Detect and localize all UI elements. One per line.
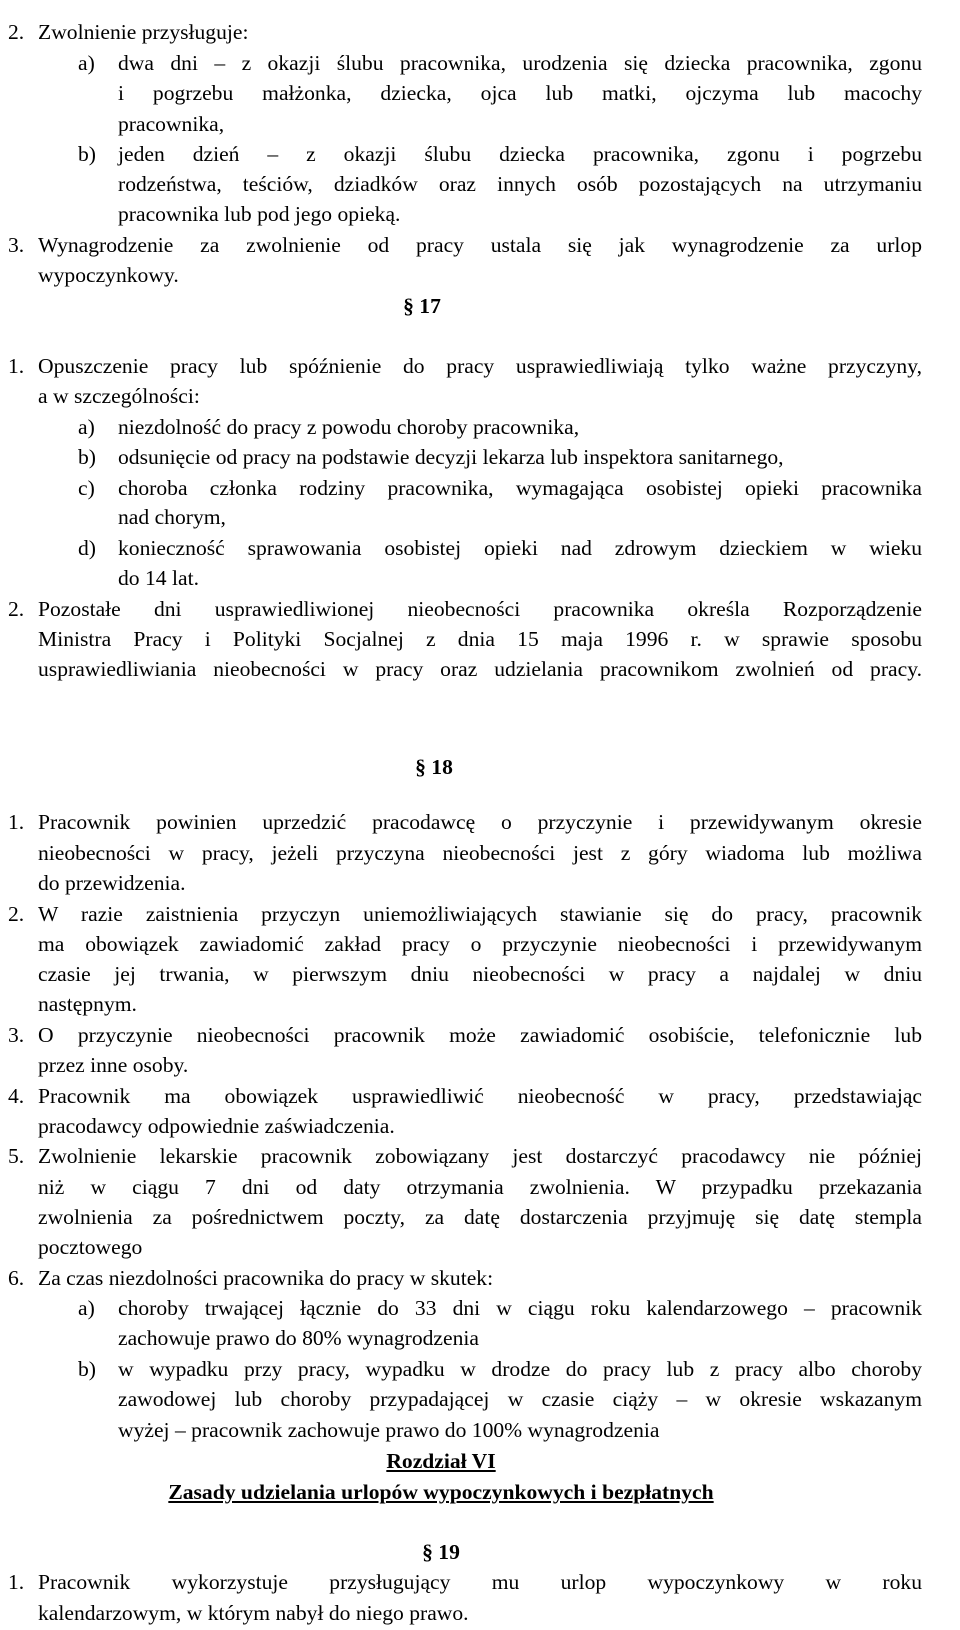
s18-p5-line4 bbox=[38, 1230, 142, 1264]
s18-p3-line2 bbox=[38, 1048, 188, 1082]
s18-p3-line1 bbox=[8, 1018, 922, 1052]
item-number: 3. bbox=[8, 1023, 25, 1047]
item-number: 3. bbox=[8, 233, 25, 257]
item-number: 2. bbox=[8, 902, 25, 926]
s18-p4-line2 bbox=[38, 1109, 395, 1143]
line-text: konieczność sprawowania osobistej opieki nad zdrowym dzieckiem w wieku bbox=[118, 536, 922, 560]
s16-p3-line1 bbox=[8, 228, 922, 262]
s18-p1-line3 bbox=[38, 866, 186, 900]
s16-p2b-line1 bbox=[78, 137, 922, 171]
line-text: czasie jej trwania, w pierwszym dniu nieobecności w pracy a najdalej w dniu bbox=[38, 962, 922, 986]
item-number: 2. bbox=[8, 20, 25, 44]
line-text: odsunięcie od pracy na podstawie decyzji lekarza lub inspektora sanitarnego, bbox=[118, 445, 784, 469]
line-text: zwolnienia za pośrednictwem poczty, za datę dostarczenia przyjmuję się datę stempla bbox=[38, 1205, 922, 1229]
s16-p2a-line3 bbox=[118, 107, 224, 141]
line-text: usprawiedliwiania nieobecności w pracy oraz udzielania pracownikom zwolnień od pracy. bbox=[38, 657, 922, 681]
line-text: Zwolnienie przysługuje: bbox=[38, 20, 249, 44]
section-19-heading bbox=[0, 1535, 882, 1569]
line-text: zachowuje prawo do 80% wynagrodzenia bbox=[118, 1326, 479, 1350]
line-text: Wynagrodzenie za zwolnienie od pracy ustala się jak wynagrodzenie za urlop bbox=[38, 233, 922, 257]
line-text: Zasady udzielania urlopów wypoczynkowych i bezpłatnych bbox=[168, 1480, 714, 1504]
line-text: Opuszczenie pracy lub spóźnienie do pracy usprawiedliwiają tylko ważne przyczyny, bbox=[38, 354, 922, 378]
s17-p2-line1 bbox=[8, 592, 922, 626]
line-text: przez inne osoby. bbox=[38, 1053, 189, 1077]
s18-p5-line2 bbox=[38, 1170, 922, 1204]
line-text: O przyczynie nieobecności pracownik może zawiadomić osobiście, telefonicznie lub bbox=[38, 1023, 922, 1047]
s17-p1-line1 bbox=[8, 349, 922, 383]
line-text: jeden dzień – z okazji ślubu dziecka pracownika, zgonu i pogrzebu bbox=[118, 142, 922, 166]
item-number: d) bbox=[78, 536, 96, 560]
item-number: 1. bbox=[8, 354, 25, 378]
item-number: c) bbox=[78, 476, 95, 500]
s16-p2b-line3 bbox=[118, 197, 400, 231]
item-number: 4. bbox=[8, 1084, 25, 1108]
line-text: a w szczególności: bbox=[38, 384, 200, 408]
s18-p2-line4 bbox=[38, 987, 137, 1021]
s16-p3-line2 bbox=[38, 258, 179, 292]
line-text: § 17 bbox=[403, 294, 441, 318]
s17-p1-line2 bbox=[38, 379, 200, 413]
line-text: dwa dni – z okazji ślubu pracownika, urodzenia się dziecka pracownika, zgonu bbox=[118, 51, 922, 75]
s16-p2a-line1 bbox=[78, 46, 922, 80]
s19-p1-line1 bbox=[8, 1565, 922, 1599]
item-number: a) bbox=[78, 51, 95, 75]
item-number: 5. bbox=[8, 1144, 25, 1168]
s17-p2-line3 bbox=[38, 652, 922, 686]
item-number: a) bbox=[78, 415, 95, 439]
line-text: w wypadku przy pracy, wypadku w drodze do pracy lub z pracy albo choroby bbox=[118, 1357, 922, 1381]
chapter-number bbox=[0, 1444, 882, 1478]
line-text: Pracownik ma obowiązek usprawiedliwić nieobecność w pracy, przedstawiając bbox=[38, 1084, 922, 1108]
s18-p6a-line1 bbox=[78, 1291, 922, 1325]
s18-p1-line1 bbox=[8, 805, 922, 839]
s17-p1d-line2 bbox=[118, 561, 199, 595]
line-text: wyżej – pracownik zachowuje prawo do 100% wynagrodzenia bbox=[118, 1418, 660, 1442]
line-text: następnym. bbox=[38, 992, 137, 1016]
line-text: kalendarzowym, w którym nabył do niego prawo. bbox=[38, 1601, 469, 1625]
s18-p6b-line1 bbox=[78, 1352, 922, 1386]
line-text: do 14 lat. bbox=[118, 566, 199, 590]
line-text: Pracownik powinien uprzedzić pracodawcę o przyczynie i przewidywanym okresie bbox=[38, 810, 922, 834]
line-text: choroby trwającej łącznie do 33 dni w ciągu roku kalendarzowego – pracownik bbox=[118, 1296, 922, 1320]
line-text: choroba członka rodziny pracownika, wymagająca osobistej opieki pracownika bbox=[118, 476, 922, 500]
s17-p2-line2 bbox=[38, 622, 922, 656]
item-number: 1. bbox=[8, 1570, 25, 1594]
line-text: do przewidzenia. bbox=[38, 871, 186, 895]
s16-p2a-line2 bbox=[118, 76, 922, 110]
line-text: nad chorym, bbox=[118, 505, 226, 529]
s18-p6a-line2 bbox=[118, 1321, 479, 1355]
s18-p2-line1 bbox=[8, 897, 922, 931]
line-text: nieobecności w pracy, jeżeli przyczyna nieobecności jest z góry wiadoma lub możliwa bbox=[38, 841, 922, 865]
s18-p5-line1 bbox=[8, 1139, 922, 1173]
s18-p4-line1 bbox=[8, 1079, 922, 1113]
line-text: pocztowego bbox=[38, 1235, 143, 1259]
line-text: Pozostałe dni usprawiedliwionej nieobecności pracownika określa Rozporządzenie bbox=[38, 597, 922, 621]
item-number: b) bbox=[78, 142, 96, 166]
s18-p1-line2 bbox=[38, 836, 922, 870]
line-text: zawodowej lub choroby przypadającej w czasie ciąży – w okresie wskazanym bbox=[118, 1387, 922, 1411]
section-18-heading bbox=[0, 750, 868, 784]
s19-p1-line2 bbox=[38, 1596, 469, 1630]
line-text: pracodawcy odpowiednie zaświadczenia. bbox=[38, 1114, 395, 1138]
line-text: Ministra Pracy i Polityki Socjalnej z dnia 15 maja 1996 r. w sprawie sposobu bbox=[38, 627, 922, 651]
line-text: Pracownik wykorzystuje przysługujący mu urlop wypoczynkowy w roku bbox=[38, 1570, 922, 1594]
s17-p1c-line2 bbox=[118, 500, 226, 534]
item-number: a) bbox=[78, 1296, 95, 1320]
s17-p1d-line1 bbox=[78, 531, 922, 565]
item-number: b) bbox=[78, 1357, 96, 1381]
item-number: b) bbox=[78, 445, 96, 469]
s18-p5-line3 bbox=[38, 1200, 922, 1234]
s18-p2-line3 bbox=[38, 957, 922, 991]
item-number: 2. bbox=[8, 597, 25, 621]
s18-p6b-line2 bbox=[118, 1382, 922, 1416]
line-text: § 19 bbox=[422, 1540, 460, 1564]
s16-p2-intro bbox=[8, 15, 249, 49]
s16-p2b-line2 bbox=[118, 167, 922, 201]
s18-p2-line2 bbox=[38, 927, 922, 961]
line-text: Za czas niezdolności pracownika do pracy w skutek: bbox=[38, 1266, 494, 1290]
line-text: niezdolność do pracy z powodu choroby pracownika, bbox=[118, 415, 580, 439]
line-text: § 18 bbox=[415, 755, 453, 779]
line-text: niż w ciągu 7 dni od daty otrzymania zwolnienia. W przypadku przekazania bbox=[38, 1175, 922, 1199]
line-text: Rozdział VI bbox=[386, 1449, 496, 1473]
item-number: 1. bbox=[8, 810, 25, 834]
line-text: W razie zaistnienia przyczyn uniemożliwiających stawianie się do pracy, pracownik bbox=[38, 902, 922, 926]
section-17-heading bbox=[0, 289, 844, 323]
item-number: 6. bbox=[8, 1266, 25, 1290]
line-text: ma obowiązek zawiadomić zakład pracy o przyczynie nieobecności i przewidywanym bbox=[38, 932, 922, 956]
s17-p1a bbox=[78, 410, 579, 444]
line-text: Zwolnienie lekarskie pracownik zobowiązany jest dostarczyć pracodawcy nie później bbox=[38, 1144, 922, 1168]
line-text: pracownika lub pod jego opieką. bbox=[118, 202, 401, 226]
s18-p6-intro bbox=[8, 1261, 493, 1295]
s17-p1b bbox=[78, 440, 784, 474]
line-text: pracownika, bbox=[118, 112, 225, 136]
line-text: rodzeństwa, teściów, dziadków oraz innych osób pozostających na utrzymaniu bbox=[118, 172, 922, 196]
line-text: wypoczynkowy. bbox=[38, 263, 179, 287]
chapter-title bbox=[0, 1475, 882, 1509]
line-text: i pogrzebu małżonka, dziecka, ojca lub matki, ojczyma lub macochy bbox=[118, 81, 922, 105]
s18-p6b-line3 bbox=[118, 1413, 659, 1447]
